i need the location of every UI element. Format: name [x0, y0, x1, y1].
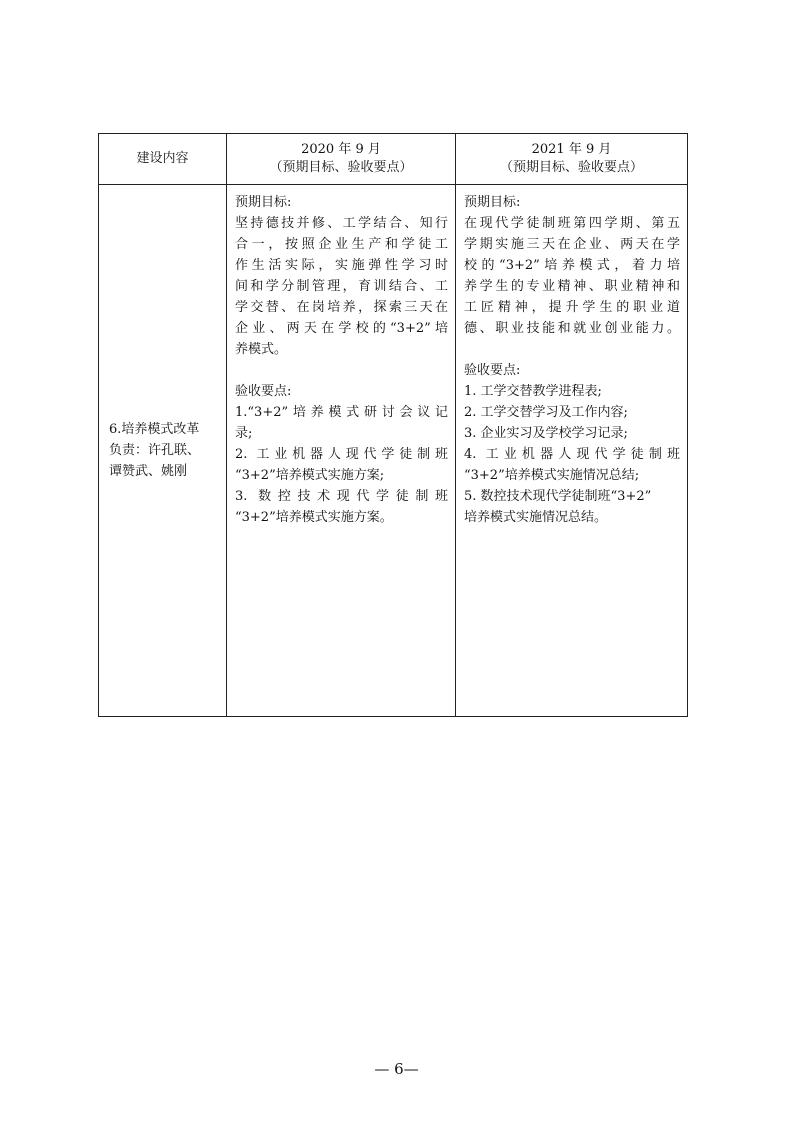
- accept-line: “3+2”培养模式实施情况总结;: [464, 468, 640, 483]
- header-2021-year: 2021 年 9 月: [531, 142, 612, 157]
- accept-line: 3. 数控技术现代学徒制班: [235, 489, 448, 504]
- goal-line: 学期实施三天在企业、两天在学: [464, 237, 680, 252]
- item-line: 6.培养模式改革: [109, 422, 200, 437]
- spacer: [464, 339, 680, 360]
- item-line: 谭赞武、姚刚: [109, 464, 188, 479]
- plan-2020-cell: [227, 185, 456, 717]
- header-col1-label: 建设内容: [136, 151, 189, 166]
- header-2020-subtitle: （预期目标、验收要点）: [269, 160, 413, 175]
- accept-line: 5. 数控技术现代学徒制班“3+2”: [464, 489, 652, 504]
- header-2020-year: 2020 年 9 月: [301, 142, 381, 157]
- accept-line: “3+2”培养模式实施方案。: [235, 510, 393, 525]
- goal-line: 工匠精神，提升学生的职业道: [464, 300, 680, 315]
- accept-line: 2. 工业机器人现代学徒制班: [235, 447, 448, 462]
- accept-line: 培养模式实施情况总结。: [464, 510, 608, 525]
- header-2020: [227, 134, 456, 185]
- accept-label: 验收要点:: [235, 384, 292, 399]
- goal-line: 作生活实际，实施弹性学习时: [235, 258, 448, 273]
- header-2021-subtitle: （预期目标、验收要点）: [499, 160, 643, 175]
- goal-line: 间和学分制管理，育训结合、工: [235, 279, 448, 294]
- goal-line: 企业、两天在学校的“3+2”培: [235, 321, 448, 336]
- accept-label: 验收要点:: [464, 363, 521, 378]
- goal-line: 学交替、在岗培养，探索三天在: [235, 300, 448, 315]
- header-construction-content: [99, 134, 227, 185]
- table-row: [99, 185, 688, 717]
- accept-line: “3+2”培养模式实施方案;: [235, 468, 385, 483]
- accept-line: 1.“3+2”培养模式研讨会议记: [235, 405, 448, 420]
- goal-line: 校的“3+2”培养模式，着力培: [464, 258, 680, 273]
- header-2021: [456, 134, 688, 185]
- goal-line: 合一，按照企业生产和学徒工: [235, 237, 448, 252]
- accept-line: 4. 工业机器人现代学徒制班: [464, 447, 680, 462]
- plan-2021-cell: [456, 185, 688, 717]
- accept-line: 3. 企业实习及学校学习记录;: [464, 426, 628, 441]
- goal-line: 在现代学徒制班第四学期、第五: [464, 216, 680, 231]
- construction-plan-table: [98, 133, 688, 717]
- goal-line: 德、职业技能和就业创业能力。: [464, 321, 680, 336]
- goal-line: 养模式。: [235, 342, 288, 357]
- goal-label: 预期目标:: [464, 195, 521, 210]
- table-header-row: [99, 134, 688, 185]
- item-line: 负责：许孔联、: [109, 443, 201, 458]
- page-number: — 6—: [374, 1060, 419, 1078]
- goal-label: 预期目标:: [235, 195, 292, 210]
- accept-line: 录;: [235, 426, 253, 441]
- accept-line: 1. 工学交替教学进程表;: [464, 384, 602, 399]
- construction-item-cell: [99, 185, 227, 717]
- goal-line: 养学生的专业精神、职业精神和: [464, 279, 680, 294]
- accept-line: 2. 工学交替学习及工作内容;: [464, 405, 628, 420]
- spacer: [235, 360, 448, 381]
- goal-line: 坚持德技并修、工学结合、知行: [235, 216, 448, 231]
